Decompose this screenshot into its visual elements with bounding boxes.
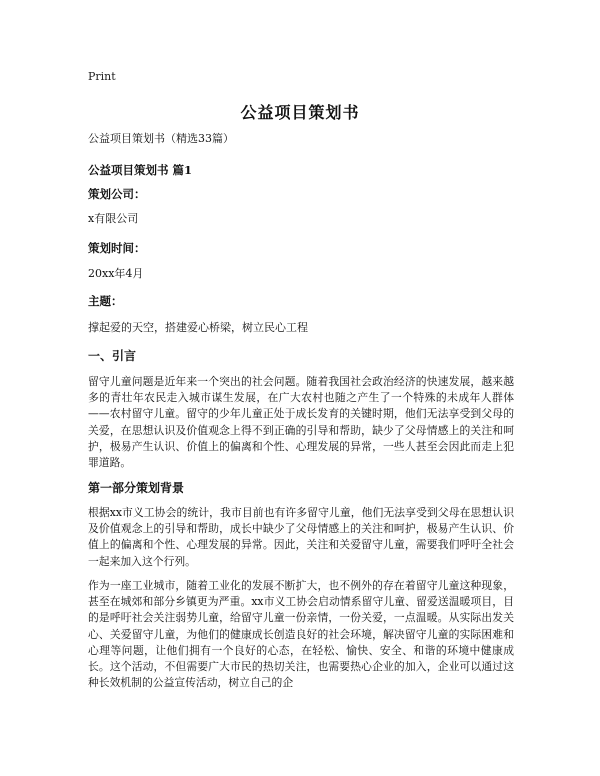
part1-heading: 第一部分策划背景	[88, 481, 185, 495]
document-title: 公益项目策划书	[240, 103, 360, 122]
planning-company-label: 策划公司：	[88, 187, 146, 201]
planning-time-label: 策划时间：	[88, 241, 146, 255]
intro-paragraph: 留守儿童问题是近年来一个突出的社会问题。随着我国社会政治经济的快速发展，越来越多的青壮年农民走入城市谋生发展，在广大农村也随之产生了一个特殊的未成年人群体——农村留守儿童。留守的少年儿童正处于成长发育的关键时期，他们无法享受到父母的关爱，在思想认识及价值观念上得不到正确的引导和帮助，缺少了父母情感上的关注和呵护，极易产生认识、价值上的偏离和个性、心理发展的异常，一些人甚至会因此而走上犯罪道路。	[88, 375, 514, 470]
part1-paragraph-2: 作为一座工业城市，随着工业化的发展不断扩大，也不例外的存在着留守儿童这种现象，甚至在城郊和部分乡镇更为严重。xx市义工协会启动情系留守儿童、留爱送温暖项目，目的是呼吁社会关注弱势儿童，给留守儿童一份亲情，一份关爱，一点温暖。从实际出发关心、关爱留守儿童，为他们的健康成长创造良好的社会环境，解决留守儿童的实际困难和心理等问题，让他们拥有一个良好的心态，在轻松、愉快、安全、和谐的环境中健康成长。这个活动，不但需要广大市民的热切关注，也需要热心企业的加入，企业可以通过这种长效机制的公益宣传活动，树立自己的企	[88, 579, 514, 690]
planning-company-value: x有限公司	[88, 212, 139, 225]
planning-time-value: 20xx年4月	[88, 267, 144, 280]
theme-value: 撑起爱的天空，搭建爱心桥梁，树立民心工程	[88, 321, 308, 334]
print-label[interactable]: Print	[88, 70, 116, 83]
intro-heading: 一、引言	[88, 349, 137, 363]
part1-paragraph-1: 根据xx市义工协会的统计，我市目前也有许多留守儿童，他们无法享受到父母在思想认识及价值观念上的引导和帮助，成长中缺少了父母情感上的关注和呵护，极易产生认识、价值上的偏离和个性、心理发展的异常。因此，关注和关爱留守儿童，需要我们呼吁全社会一起来加入这个行列。	[88, 506, 514, 568]
section-title: 公益项目策划书 篇1	[88, 163, 193, 177]
document-subtitle: 公益项目策划书（精选33篇）	[88, 132, 234, 145]
theme-label: 主题：	[88, 294, 123, 308]
